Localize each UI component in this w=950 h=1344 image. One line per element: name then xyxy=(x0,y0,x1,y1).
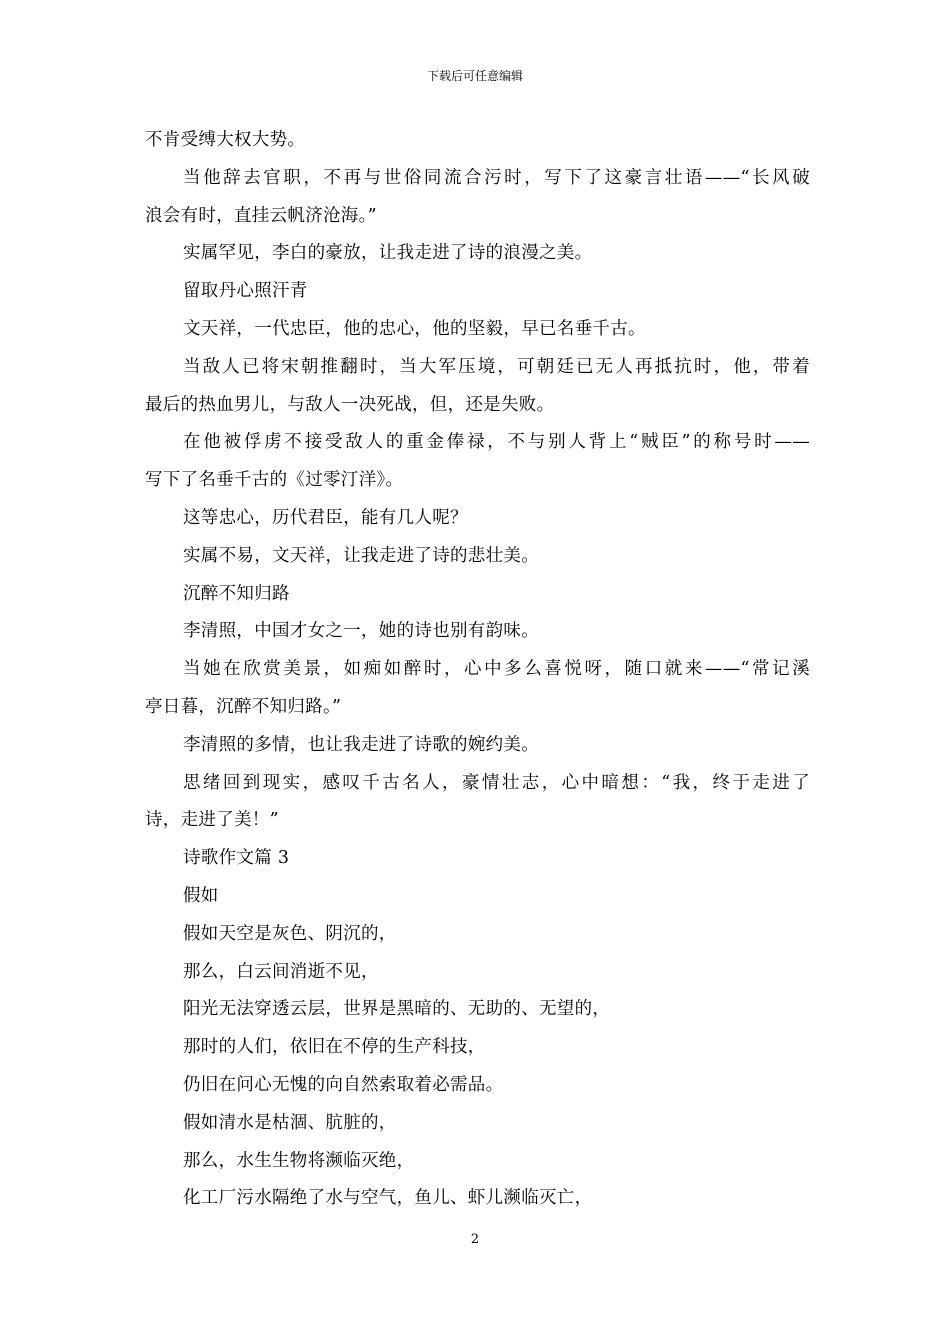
document-body xyxy=(145,122,810,1218)
text-line: 李清照的多情，也让我走进了诗歌的婉约美。 xyxy=(183,734,539,755)
text-line: 当他辞去官职，不再与世俗同流合污时，写下了这豪言壮语——“长风破 xyxy=(183,167,810,188)
text-line: 化工厂污水隔绝了水与空气，鱼儿、虾儿濒临灭亡， xyxy=(183,1188,593,1209)
text-line: 在他被俘虏不接受敌人的重金俸禄，不与别人背上“贼臣”的称号时—— xyxy=(183,432,810,453)
text-line: 假如清水是枯涸、肮脏的， xyxy=(183,1112,397,1133)
text-line: 这等忠心，历代君臣，能有几人呢？ xyxy=(183,507,468,528)
text-line: 仍旧在问心无愧的向自然索取着必需品。 xyxy=(183,1074,504,1095)
text-line: 留取丹心照汗青 xyxy=(183,281,308,302)
text-line: 不肯受缚大权大势。 xyxy=(145,130,306,150)
text-line: 实属罕见，李白的豪放，让我走进了诗的浪漫之美。 xyxy=(183,243,593,264)
text-line: 假如 xyxy=(183,885,219,906)
text-line: 李清照，中国才女之一，她的诗也别有韵味。 xyxy=(183,621,539,642)
text-line: 思绪回到现实，感叹千古名人，豪情壮志，心中暗想：“我，终于走进了 xyxy=(183,772,810,793)
page-header: 下载后可任意编辑 xyxy=(426,69,523,83)
text-line: 那么，水生生物将濒临灭绝， xyxy=(183,1150,415,1171)
text-line: 那时的人们，依旧在不停的生产科技， xyxy=(183,1037,486,1058)
text-line: 阳光无法穿透云层，世界是黑暗的、无助的、无望的， xyxy=(183,999,611,1020)
text-line: 沉醉不知归路 xyxy=(183,583,290,604)
text-line: 假如天空是灰色、阴沉的， xyxy=(183,923,397,944)
text-line: 当敌人已将宋朝推翻时，当大军压境，可朝廷已无人再抵抗时，他，带着 xyxy=(183,356,810,377)
text-line: 最后的热血男儿，与敌人一决死战，但，还是失败。 xyxy=(145,394,555,415)
text-line: 那么，白云间消逝不见， xyxy=(183,961,379,982)
text-line: 写下了名垂千古的《过零汀洋》。 xyxy=(145,470,404,491)
page-number: 2 xyxy=(470,1232,480,1247)
text-line: 亭日暮，沉醉不知归路。” xyxy=(145,696,342,717)
text-line: 实属不易，文天祥，让我走进了诗的悲壮美。 xyxy=(183,545,539,566)
text-line: 诗歌作文篇 3 xyxy=(183,848,290,869)
text-line: 诗，走进了美！” xyxy=(145,810,279,831)
text-line: 文天祥，一代忠臣，他的忠心，他的坚毅，早已名垂千古。 xyxy=(183,318,646,339)
text-line: 当她在欣赏美景，如痴如醉时，心中多么喜悦呀，随口就来——“常记溪 xyxy=(183,659,810,680)
text-line: 浪会有时，直挂云帆济沧海。” xyxy=(145,205,377,226)
